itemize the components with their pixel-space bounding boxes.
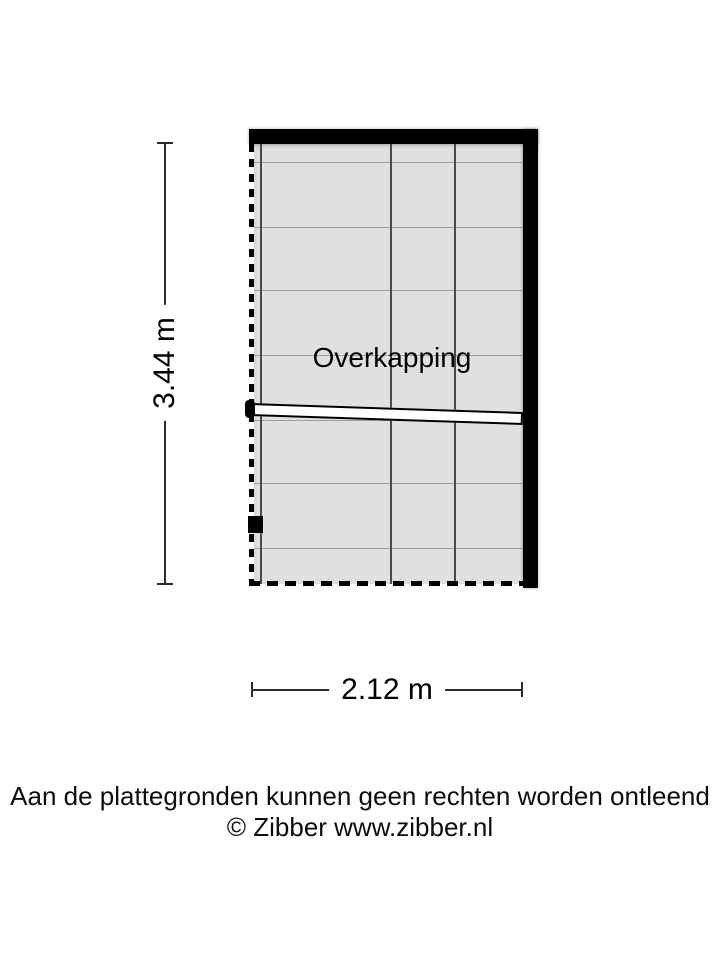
- height-dimension-label: 3.44 m: [148, 305, 182, 421]
- wall-top: [249, 129, 538, 144]
- footer: [0, 781, 720, 843]
- floor-grid-line-h: [254, 548, 523, 549]
- floor-grid-line-h: [254, 227, 523, 228]
- disclaimer-text: Aan de plattegronden kunnen geen rechten worden ontleend: [10, 781, 710, 811]
- dimension-tick-top: [157, 142, 173, 144]
- beam-left-cap: [245, 400, 255, 418]
- floor-grid-line-h: [254, 290, 523, 291]
- copyright-text: © Zibber www.zibber.nl: [226, 812, 494, 842]
- support-post: [248, 516, 263, 533]
- dimension-tick-right: [521, 682, 523, 697]
- wall-right: [523, 129, 538, 588]
- width-dimension-label: 2.12 m: [329, 673, 445, 707]
- dimension-tick-bottom: [157, 583, 173, 585]
- open-edge-bottom-dashed-line: [249, 581, 523, 586]
- room-label: Overkapping: [312, 342, 472, 373]
- floor-grid-line-h: [254, 162, 523, 163]
- floor-grid-line-h: [254, 483, 523, 484]
- dimension-tick-left: [251, 682, 253, 697]
